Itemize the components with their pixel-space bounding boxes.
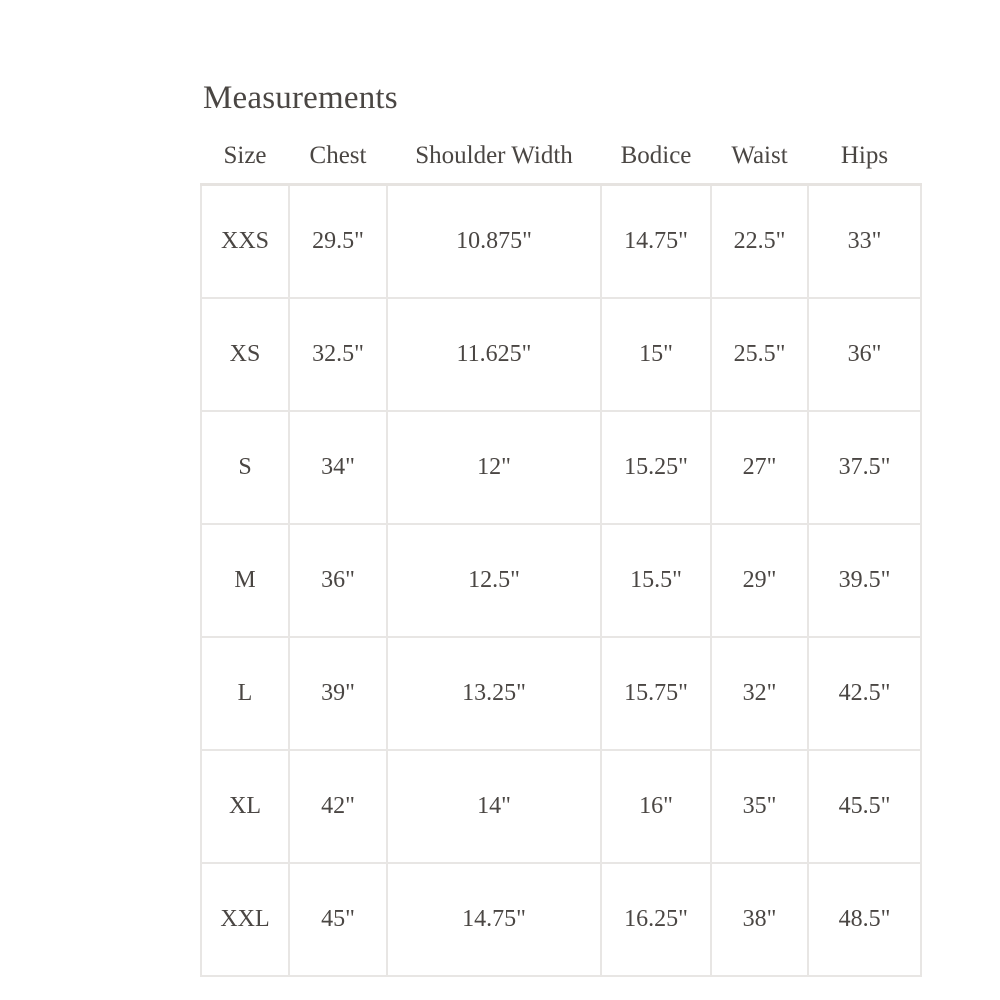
cell-size: XL [201,750,289,863]
header-hips: Hips [808,128,921,185]
cell-waist: 38" [711,863,808,976]
table-row [201,750,921,863]
cell-waist: 32" [711,637,808,750]
cell-size: L [201,637,289,750]
cell-hips: 42.5" [808,637,921,750]
cell-waist: 29" [711,524,808,637]
cell-shoulder-width: 12.5" [387,524,601,637]
cell-chest: 39" [289,637,387,750]
cell-hips: 39.5" [808,524,921,637]
header-size: Size [201,128,289,185]
cell-hips: 45.5" [808,750,921,863]
table-row [201,185,921,299]
cell-hips: 36" [808,298,921,411]
cell-size: M [201,524,289,637]
header-shoulder-width: Shoulder Width [387,128,601,185]
table-row [201,411,921,524]
header-waist: Waist [711,128,808,185]
cell-shoulder-width: 12" [387,411,601,524]
cell-bodice: 14.75" [601,185,711,299]
cell-shoulder-width: 13.25" [387,637,601,750]
cell-hips: 33" [808,185,921,299]
cell-bodice: 15.5" [601,524,711,637]
cell-bodice: 15.75" [601,637,711,750]
cell-bodice: 16.25" [601,863,711,976]
cell-shoulder-width: 14" [387,750,601,863]
cell-bodice: 16" [601,750,711,863]
header-chest: Chest [289,128,387,185]
cell-hips: 48.5" [808,863,921,976]
table-header-row [201,128,921,185]
header-bodice: Bodice [601,128,711,185]
cell-bodice: 15.25" [601,411,711,524]
table-row [201,524,921,637]
cell-shoulder-width: 11.625" [387,298,601,411]
cell-waist: 27" [711,411,808,524]
cell-chest: 42" [289,750,387,863]
cell-shoulder-width: 14.75" [387,863,601,976]
measurements-table-container [200,128,891,988]
cell-chest: 36" [289,524,387,637]
cell-waist: 25.5" [711,298,808,411]
table-row [201,863,921,976]
cell-shoulder-width: 10.875" [387,185,601,299]
cell-hips: 37.5" [808,411,921,524]
cell-waist: 35" [711,750,808,863]
table-row [201,298,921,411]
cell-size: XS [201,298,289,411]
cell-size: XXL [201,863,289,976]
cell-chest: 45" [289,863,387,976]
cell-size: S [201,411,289,524]
cell-size: XXS [201,185,289,299]
table-row [201,637,921,750]
cell-waist: 22.5" [711,185,808,299]
measurements-table [200,128,922,977]
cell-bodice: 15" [601,298,711,411]
cell-chest: 29.5" [289,185,387,299]
measurements-title: Measurements [203,80,398,116]
cutoff-previous-text [232,0,239,16]
cell-chest: 34" [289,411,387,524]
cell-chest: 32.5" [289,298,387,411]
